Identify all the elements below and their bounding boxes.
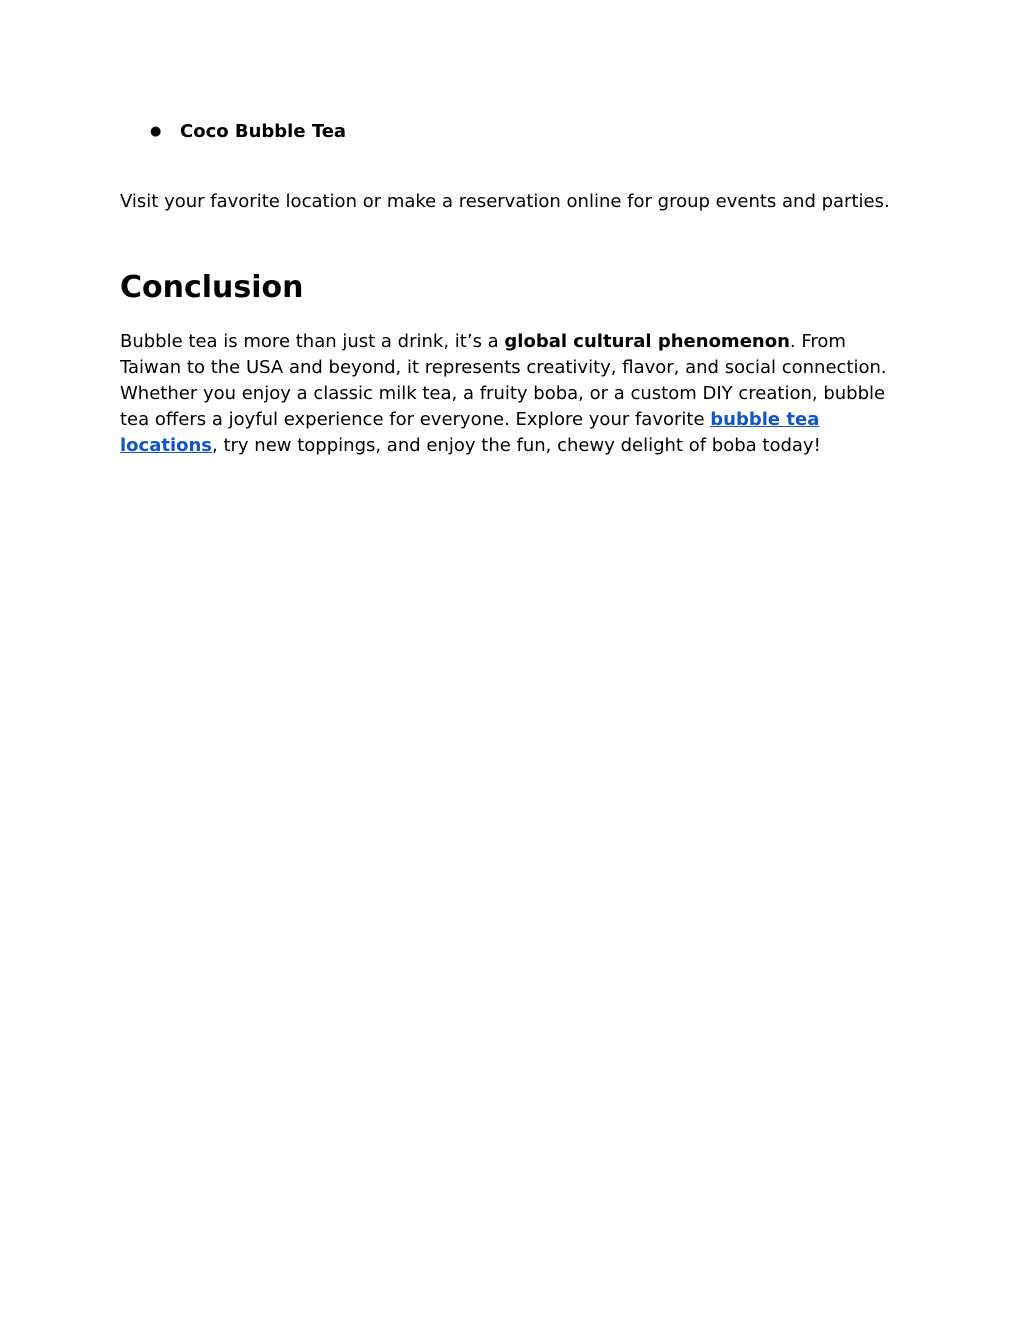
conclusion-paragraph — [120, 329, 910, 459]
bullet-icon: ● — [150, 124, 162, 139]
conclusion-text-middle: . From Taiwan to the USA and beyond, it represents creativity, flavor, and social connection. Whether you enjoy a classic milk tea, a fruity boba, or a custom DIY creation, bubble tea offers a joyful experience for everyone. Explore your favorite — [120, 331, 887, 430]
conclusion-text-end: , try new toppings, and enjoy the fun, chewy delight of boba today! — [212, 435, 821, 456]
visit-paragraph: Visit your favorite location or make a reservation online for group events and parties. — [120, 191, 890, 212]
list-item-label: Coco Bubble Tea — [180, 121, 347, 142]
bullet-list — [120, 120, 346, 144]
conclusion-text-start: Bubble tea is more than just a drink, it’s a — [120, 331, 505, 352]
bubble-tea-locations-link[interactable]: bubble tea locations — [120, 409, 820, 456]
conclusion-heading: Conclusion — [120, 270, 304, 305]
list-item — [120, 120, 346, 144]
conclusion-bold-phrase: global cultural phenomenon — [504, 331, 790, 352]
